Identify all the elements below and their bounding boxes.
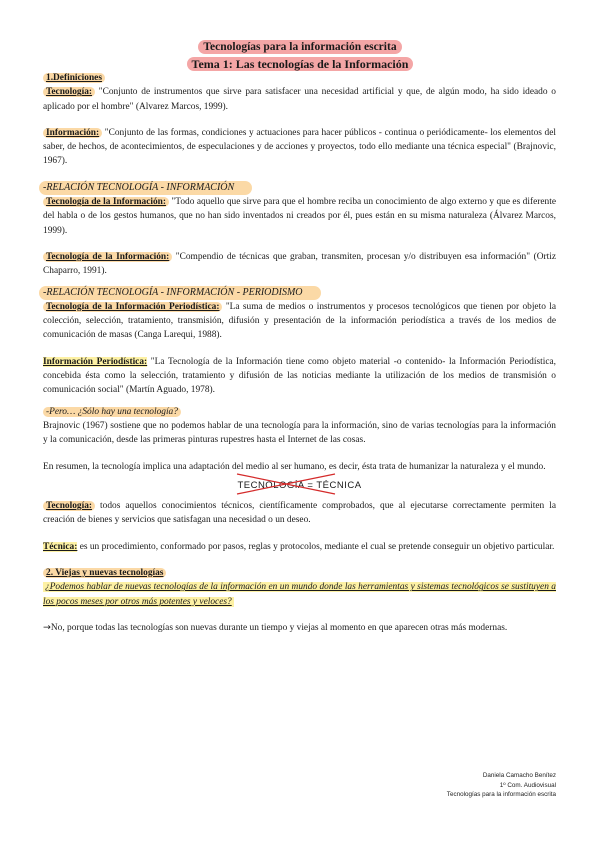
right-arrow-icon: → <box>43 621 51 633</box>
crossed-out-text: TECNOLOGÍA = TÉCNICA <box>237 479 362 491</box>
definition-text: "La Tecnología de la Información tiene como objeto material -o contenido- la Información Periodística, concebida ésta como la selección, tratamiento y difusión de las noticias mediante la utilización de los medios de transmisión o comunicación social" (Martín Aguado, 1978). <box>43 356 556 396</box>
section-heading-definiciones: 1.Definiciones <box>43 73 105 83</box>
definition-tecnologia <box>43 85 556 114</box>
crossed-out-equation <box>233 477 365 495</box>
term-tecnologia-informacion: Tecnología de la Información: <box>43 252 172 262</box>
footer <box>447 771 556 800</box>
definition-text: es un procedimiento, conformado por pasos, reglas y protocolos, mediante el cual se pretende conseguir un objetivo particular. <box>77 541 555 552</box>
definition-info-periodistica <box>43 355 556 398</box>
answer-paragraph <box>43 621 556 635</box>
footer-subject: Tecnologías para la información escrita <box>446 791 556 798</box>
definition-text: todos aquellos conocimientos técnicos, científicamente comprobados, que al ejecutarse correctamente permiten la creación de bienes y servicios que satisfagan una necesidad o un deseo. <box>43 501 556 526</box>
term-tecnologia-informacion-periodistica: Tecnología de la Información Periodística: <box>43 302 222 312</box>
definition-text: "Todo aquello que sirve para que el hombre reciba un conocimiento de algo externo y que es diferente del habla o de los gestos humanos, que no han sido inventados ni creados por él, pues están en su misma naturaleza (Álvarez Marcos, 1999). <box>43 197 556 236</box>
question-nuevas-tecnologias: ¿Podemos hablar de nuevas tecnologías de la información en un mundo donde las herramientas y sistemas tecnológicos se sustituyen a los pocos meses por otros más potentes y veloces? <box>43 582 556 607</box>
definition-text: "Compendio de técnicas que graban, transmiten, procesan y/o distribuyen esa información" (Ortiz Chaparro, 1991). <box>43 251 556 277</box>
footer-author: Daniela Camacho Benítez <box>482 772 556 779</box>
document-title: Tecnologías para la información escrita <box>198 40 401 54</box>
relation-heading-tec-info: -RELACIÓN TECNOLOGÍA - INFORMACIÓN <box>39 181 252 195</box>
term-informacion: Información: <box>43 128 102 138</box>
definition-tecnologia-2 <box>43 499 556 528</box>
document-subtitle: Tema 1: Las tecnologías de la Información <box>187 57 414 71</box>
term-tecnologia-informacion: Tecnología de la Información: <box>43 197 169 207</box>
section-heading-viejas-nuevas: 2. Viejas y nuevas tecnologías <box>43 568 166 578</box>
term-tecnologia: Tecnología: <box>43 87 95 97</box>
term-tecnica: Técnica: <box>43 541 78 552</box>
document-body <box>43 71 556 635</box>
definition-text: "Conjunto de las formas, condiciones y actuaciones para hacer públicos - continua o periódicamente- los elementos del saber, de hechos, de acontecimientos, de especulaciones y de acciones y proyectos, todo ello mediante una técnica especial" (Brajnovic, 1967). <box>43 127 556 167</box>
definition-informacion <box>43 126 556 169</box>
footer-course: 1º Com. Audiovisual <box>499 781 556 789</box>
definition-tec-info-1 <box>43 195 556 238</box>
term-tecnologia: Tecnología: <box>43 501 95 511</box>
definition-tecnica <box>43 540 556 554</box>
definition-text: "La suma de medios o instrumentos y procesos tecnológicos que tienen por objeto la colección, selección, tratamiento, transmisión, difusión y presentación de la información periodística a través de los medios de comunicación de masas (Canga Larequi, 1988). <box>43 301 556 341</box>
definition-text: "Conjunto de instrumentos que sirve para satisfacer una necesidad artificial y que, de algún modo, ha sido ideado o aplicado por el hombre" (Alvarez Marcos, 1999). <box>43 87 556 112</box>
strike-cross-icon <box>231 472 371 496</box>
paragraph-resumen: En resumen, la tecnología implica una adaptación del medio al ser humano, es decir, ésta trata de humanizar la naturaleza y el mundo. <box>43 461 546 472</box>
title-block <box>0 37 600 73</box>
question-heading-pero: -Pero… ¿Sólo hay una tecnología? <box>43 407 181 417</box>
paragraph-brajnovic: Brajnovic (1967) sostiene que no podemos hablar de una tecnología para la información, sino de varias tecnologías para la información y la comunicación, desde las primeras pinturas rupestres hasta el Internet de las cosas. <box>43 420 556 446</box>
term-informacion-periodistica: Información Periodística: <box>43 356 148 367</box>
definition-tec-periodistica <box>43 300 556 343</box>
relation-heading-tec-info-periodismo: -RELACIÓN TECNOLOGÍA - INFORMACIÓN - PERIODISMO <box>39 286 321 300</box>
definition-tec-info-2 <box>43 250 556 279</box>
answer-text: No, porque todas las tecnologías son nuevas durante un tiempo y viejas al momento en que aparecen otras más modernas. <box>50 622 508 633</box>
